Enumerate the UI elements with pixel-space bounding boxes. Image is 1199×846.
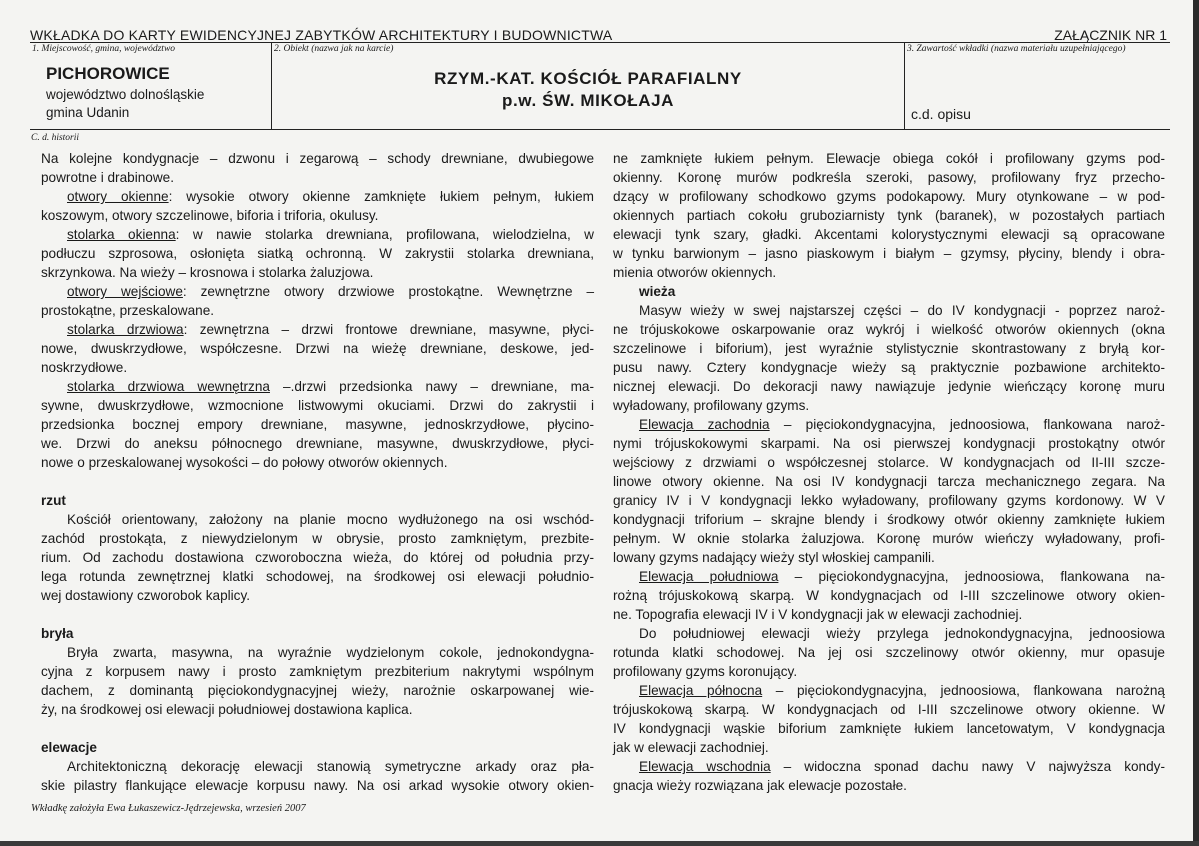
content-value: c.d. opisu [911, 106, 971, 122]
scan-edge-right [1193, 0, 1199, 846]
text-line: otwory okienne: wysokie otwory okienne zamknięte łukiem pełnym, łukiem [67, 189, 594, 204]
term-otwory-wejsciowe: otwory wejściowe [67, 284, 183, 299]
text-line: rożną trójuskokową skarpą. W kondygnacjach od I-III szczelinowe otwory okien- [613, 588, 1165, 603]
footer-author-note: Wkładkę założyła Ewa Łukaszewicz-Jędrzejewska, wrzesień 2007 [31, 803, 306, 814]
text-line: koszowym, otwory szczelinowe, biforia i triforia, okulusy. [41, 208, 379, 223]
place-name: PICHOROWICE [46, 64, 170, 83]
object-cell [272, 43, 905, 129]
text-line: pełnym. W oknie stolarka żaluzjowa. Koronę murów wieńczy wyładowany, profi- [613, 531, 1165, 546]
text-line: pusu nawy. Cztery kondygnacje wieży są praktycznie pozbawione architekto- [613, 360, 1165, 375]
text-line: wejściowy z drzwiami o współczesnej stolarce. W kondygnacjach od II-III szcze- [613, 455, 1165, 470]
text-line: lowany gzyms nadający wieży styl włoskiej campanili. [613, 550, 935, 565]
text-line: prostokątne, przeskalowane. [41, 303, 215, 318]
text-line: linowe otwory okienne. Na osi IV kondygnacji tarcza mechanicznego zegara. Na [613, 474, 1165, 489]
text-line: kondygnacji triforium – skrajne blendy i środkowy otwór okienny zamknięte łukiem [613, 512, 1165, 527]
text-line: sywne, dwuskrzydłowe, wzmocnione listwowymi okuciami. Drzwi do zakrystii i [41, 398, 594, 413]
text-line: dzący w profilowany schodkowo gzyms podokapowy. Mury otynkowane – w pod- [613, 189, 1165, 204]
content-caption: 3. Zawartość wkładki (nazwa materiału uzupełniającego) [907, 44, 1126, 54]
text-line: Elewacja zachodnia – pięciokondygnacyjna, jednoosiowa, flankowana naroż- [639, 417, 1165, 432]
text-line: szczelinowe i biforium), jest wyraźnie stylistycznie skontrastowany z bryłą kor- [613, 341, 1165, 356]
text-column-left [41, 149, 594, 795]
text-line: powrotne i drabinowe. [41, 170, 174, 185]
text-line: ne. Topografia elewacji IV i V kondygnacji jak w elewacji zachodniej. [613, 607, 1023, 622]
term-stolarka-drzwiowa: stolarka drzwiowa [67, 322, 184, 337]
text-line: ne zamknięte łukiem pełnym. Elewacje obiega cokół i profilowany gzyms pod- [613, 151, 1165, 166]
section-caption: C. d. historii [31, 133, 80, 143]
text-line: dachem, z dominantą pięciokondygnacyjnej wieży, narożnie oskarpowanej wie- [41, 683, 594, 698]
text-line: rotunda klatki schodowej. Na jej osi szczelinowy otwór okienny, mur opasuje [613, 645, 1165, 660]
text-line: Na kolejne kondygnacje – dzwonu i zegarową – schody drewniane, dwubiegowe [41, 151, 594, 166]
text-line: noskrzydłowe. [41, 360, 128, 375]
text-line: skie pilastry flankujące elewacje korpusu nawy. Na osi arkad wysokie otwory okien- [41, 778, 594, 793]
text-line: nicznej elewacji. Do dekoracji nawy nawiązuje jedynie wieńczący koronę muru [613, 379, 1165, 394]
location-cell [30, 43, 272, 129]
text-line: Architektoniczną dekorację elewacji stanowią symetryczne arkady oraz pła- [67, 759, 594, 774]
text-line: we. Drzwi do aneksu północnego drewniane, masywne, dwuskrzydłowe, płyci- [41, 436, 594, 451]
text-line: rium. Od zachodu dostawiona czworoboczna wieża, do której od południa przy- [41, 550, 594, 565]
text-line: okienny. Koronę murów podkreśla szeroki, pasowy, profilowany fryz przecho- [613, 170, 1165, 185]
text-line: podłuczu szprosowa, osłonięta siatką ochronną. W zakrystii stolarka drewniana, [41, 246, 594, 261]
text-line: Elewacja południowa – pięciokondygnacyjna, jednoosiowa, flankowana na- [639, 569, 1165, 584]
form-title: WKŁADKA DO KARTY EWIDENCYJNEJ ZABYTKÓW ARCHITEKTURY I BUDOWNICTWA [30, 27, 613, 43]
annex-label: ZAŁĄCZNIK NR 1 [1054, 27, 1167, 43]
location-caption: 1. Miejscowość, gmina, województwo [32, 44, 176, 54]
text-line: jak w elewacji zachodniej. [613, 740, 769, 755]
term-elewacja-zachodnia: Elewacja zachodnia [639, 417, 770, 432]
text-line: elewacji tynk szary, gładki. Akcentami kolorystycznymi elewacji są opracowane [613, 227, 1165, 242]
object-caption: 2. Obiekt (nazwa jak na karcie) [274, 44, 394, 54]
text-line: okiennych partiach cokołu gruboziarnisty tynk (baranek), w pozostałych partiach [613, 208, 1165, 223]
heading-wieza: wieża [639, 284, 676, 299]
region-info [46, 86, 204, 122]
object-name [272, 68, 904, 112]
term-elewacja-wschodnia: Elewacja wschodnia [639, 759, 771, 774]
text-line: wyładowany, profilowany gzyms. [613, 398, 810, 413]
content-cell [905, 43, 1170, 129]
object-line-2: p.w. ŚW. MIKOŁAJA [501, 91, 674, 110]
text-line: nowe, dwuskrzydłowe, współczesne. Drzwi na wieżę drewniane, deskowe, jed- [41, 341, 594, 356]
text-line: skrzynkowa. Na wieży – krosnowa i stolarka żaluzjowa. [41, 265, 374, 280]
text-line: zachód prostokąta, z niewydzielonym w obrysie, prosto zamkniętym, prezbite- [41, 531, 594, 546]
term-stolarka-okienna: stolarka okienna [67, 227, 176, 242]
text-line: stolarka drzwiowa wewnętrzna –.drzwi przedsionka nawy – drewniane, ma- [67, 379, 594, 394]
text-line: profilowany gzyms koronujący. [613, 664, 798, 679]
heading-elewacje: elewacje [41, 740, 97, 755]
text-line: nowe o przeskalowanej wysokości – do połowy otworów okiennych. [41, 455, 448, 470]
text-line: granicy IV i V kondygnacji lekko wyładowany, profilowany gzyms kordonowy. W V [613, 493, 1165, 508]
text-line: Bryła zwarta, masywna, na wyraźnie wydzielonym cokole, jednokondygna- [67, 645, 594, 660]
commune: gmina Udanin [46, 105, 130, 120]
text-line: nymi trójuskokowymi skarpami. Na osi pierwszej kondygnacji prostokątny otwór [613, 436, 1165, 451]
text-line: cyjna z korpusem nawy i prosto zamkniętym prezbiterium nakrytymi wspólnym [41, 664, 594, 679]
text-line: Masyw wieży w swej najstarszej części – do IV kondygnacji - poprzez naroż- [639, 303, 1165, 318]
heading-rzut: rzut [41, 493, 66, 508]
voivodeship: województwo dolnośląskie [46, 87, 205, 102]
text-line: w tynku barwionym – jasno piaskowym i białym – gzymsy, płyciny, blendy i obra- [613, 246, 1165, 261]
term-elewacja-poludniowa: Elewacja południowa [639, 569, 779, 584]
object-line-1: RZYM.-KAT. KOŚCIÓŁ PARAFIALNY [434, 69, 742, 88]
text-column-right [613, 149, 1165, 795]
text-line: otwory wejściowe: zewnętrzne otwory drzwiowe prostokątne. Wewnętrzne – [67, 284, 595, 299]
term-elewacja-polnocna: Elewacja północna [639, 683, 763, 698]
text-line: mienia otworów okiennych. [613, 265, 777, 280]
text-line: gnacja wieży rozwiązana jak elewacje pozostałe. [613, 778, 907, 793]
text-line: Kościół orientowany, założony na planie mocno wydłużonego na osi wschód- [67, 512, 594, 527]
term-stolarka-drzwiowa-wewnetrzna: stolarka drzwiowa wewnętrzna [67, 379, 270, 394]
heading-bryla: bryła [41, 626, 74, 641]
text-line: Elewacja wschodnia – widoczna sponad dachu nawy V najwyższa kondy- [639, 759, 1165, 774]
text-line: ży, na środkowej osi elewacji południowej dostawiona kaplica. [41, 702, 413, 717]
text-line: lega rotunda zewnętrznej klatki schodowej, na środkowej osi elewacji południo- [41, 569, 594, 584]
text-line: trójuskokową skarpą. W kondygnacjach od I-III szczelinowe otwory okienne. W [613, 702, 1165, 717]
text-line: IV kondygnacji wąskie biforium zamknięte łukiem lancetowatym, V kondygnacja [613, 721, 1165, 736]
text-line: przedsionka bocznej empory drewniane, masywne, jednoskrzydłowe, płycino- [41, 417, 594, 432]
header-table [30, 42, 1170, 130]
scan-edge-bottom [0, 841, 1199, 846]
text-line: stolarka drzwiowa: zewnętrzna – drzwi frontowe drewniane, masywne, płyci- [67, 322, 594, 337]
text-line: Elewacja północna – pięciokondygnacyjna, jednoosiowa, flankowana narożną [639, 683, 1165, 698]
text-line: Do południowej elewacji wieży przylega jednokondygnacyjna, jednoosiowa [639, 626, 1165, 641]
text-line: stolarka okienna: w nawie stolarka drewniana, profilowana, wielodzielna, w [67, 227, 594, 242]
term-otwory-okienne: otwory okienne [67, 189, 169, 204]
text-line: ne trójuskokowe oskarpowanie oraz wykrój i wielkość otworów okiennych (okna [613, 322, 1165, 337]
text-line: wej dostawiony czworobok kaplicy. [41, 588, 251, 603]
